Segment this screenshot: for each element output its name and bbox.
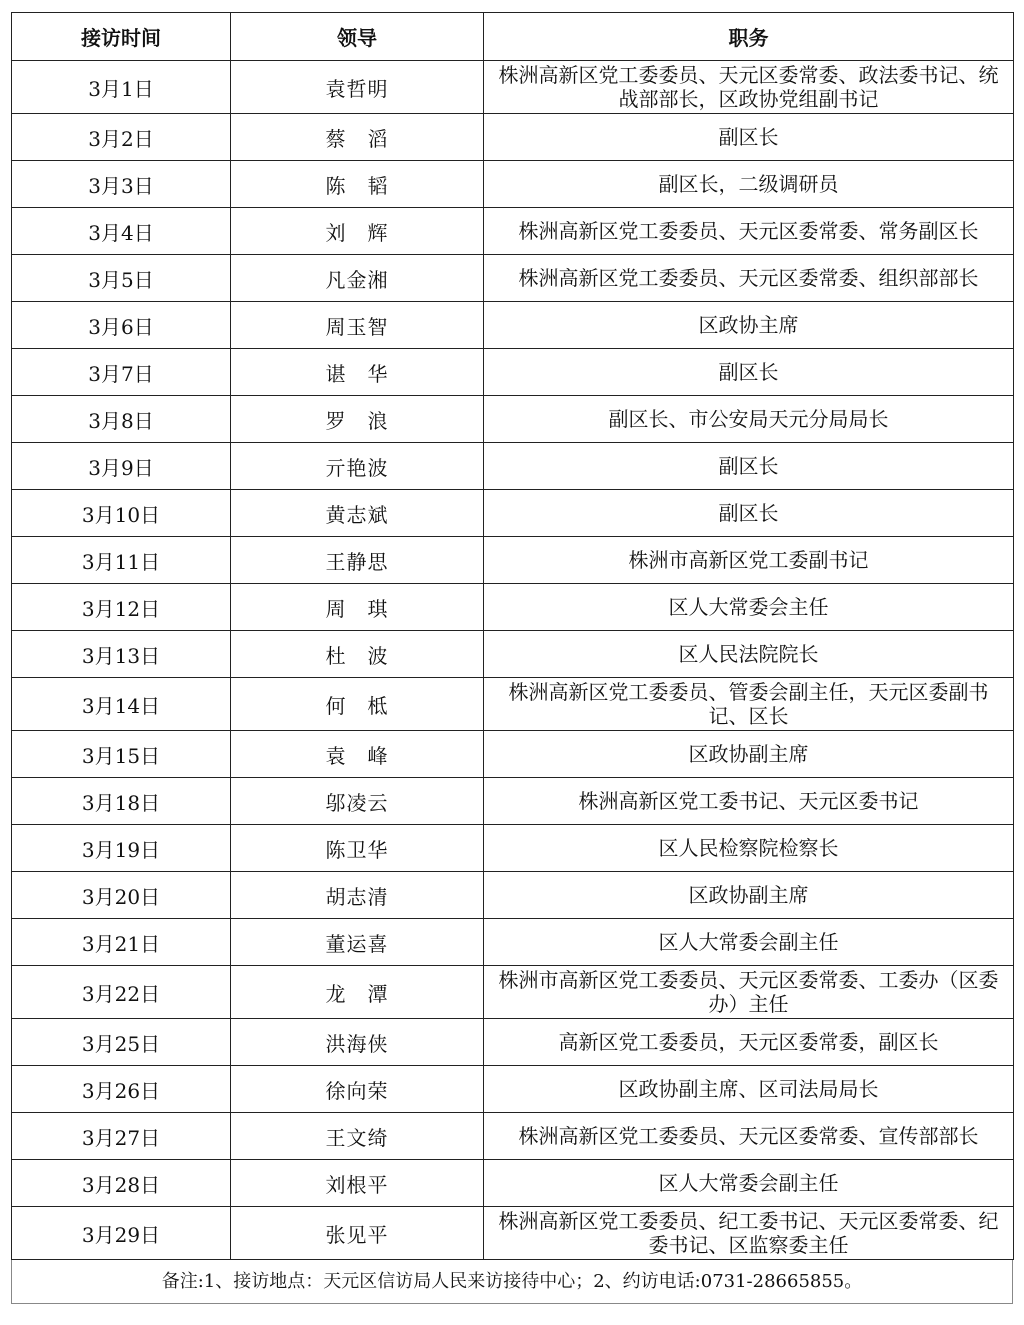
date-cell: 3月21日 [12, 919, 231, 966]
duty-cell: 株洲市高新区党工委副书记 [484, 537, 1014, 584]
table-row [12, 778, 1014, 825]
date-cell: 3月4日 [12, 208, 231, 255]
date-cell: 3月22日 [12, 966, 231, 1019]
table-row [12, 1066, 1014, 1113]
date-cell: 3月27日 [12, 1113, 231, 1160]
date-cell: 3月13日 [12, 631, 231, 678]
table-row [12, 1207, 1014, 1260]
footnote: 备注:1、接访地点：天元区信访局人民来访接待中心；2、约访电话:0731-28665855。 [11, 1260, 1013, 1304]
leader-cell: 凡金湘 [231, 255, 484, 302]
leader-cell: 王文绮 [231, 1113, 484, 1160]
header-reception-time: 接访时间 [12, 13, 231, 61]
table-row [12, 825, 1014, 872]
duty-cell: 株洲高新区党工委委员、天元区委常委、宣传部部长 [484, 1113, 1014, 1160]
table-row [12, 631, 1014, 678]
table-row [12, 966, 1014, 1019]
duty-cell: 株洲高新区党工委委员、天元区委常委、组织部部长 [484, 255, 1014, 302]
reception-schedule-table [11, 12, 1014, 1260]
duty-cell: 区人民检察院检察长 [484, 825, 1014, 872]
date-cell: 3月2日 [12, 114, 231, 161]
leader-cell: 亓艳波 [231, 443, 484, 490]
table-row [12, 1019, 1014, 1066]
table-row [12, 584, 1014, 631]
date-cell: 3月28日 [12, 1160, 231, 1207]
duty-cell: 株洲高新区党工委委员、天元区委常委、常务副区长 [484, 208, 1014, 255]
table-row [12, 490, 1014, 537]
date-cell: 3月5日 [12, 255, 231, 302]
leader-cell: 袁 峰 [231, 731, 484, 778]
leader-cell: 王静思 [231, 537, 484, 584]
table-row [12, 1160, 1014, 1207]
leader-cell: 刘根平 [231, 1160, 484, 1207]
date-cell: 3月18日 [12, 778, 231, 825]
table-row [12, 731, 1014, 778]
table-row [12, 919, 1014, 966]
date-cell: 3月10日 [12, 490, 231, 537]
table-row [12, 1113, 1014, 1160]
header-leader: 领导 [231, 13, 484, 61]
table-header-row [12, 13, 1014, 61]
table-row [12, 255, 1014, 302]
duty-cell: 株洲高新区党工委委员、纪工委书记、天元区委常委、纪委书记、区监察委主任 [484, 1207, 1014, 1260]
leader-cell: 龙 潭 [231, 966, 484, 1019]
leader-cell: 杜 波 [231, 631, 484, 678]
duty-cell: 区政协副主席、区司法局局长 [484, 1066, 1014, 1113]
leader-cell: 黄志斌 [231, 490, 484, 537]
date-cell: 3月8日 [12, 396, 231, 443]
date-cell: 3月29日 [12, 1207, 231, 1260]
date-cell: 3月9日 [12, 443, 231, 490]
duty-cell: 副区长 [484, 443, 1014, 490]
leader-cell: 谌 华 [231, 349, 484, 396]
duty-cell: 区政协副主席 [484, 731, 1014, 778]
leader-cell: 何 柢 [231, 678, 484, 731]
date-cell: 3月19日 [12, 825, 231, 872]
leader-cell: 周 琪 [231, 584, 484, 631]
leader-cell: 刘 辉 [231, 208, 484, 255]
duty-cell: 区政协主席 [484, 302, 1014, 349]
duty-cell: 副区长 [484, 349, 1014, 396]
leader-cell: 陈 韬 [231, 161, 484, 208]
date-cell: 3月26日 [12, 1066, 231, 1113]
duty-cell: 区政协副主席 [484, 872, 1014, 919]
duty-cell: 区人大常委会副主任 [484, 919, 1014, 966]
leader-cell: 董运喜 [231, 919, 484, 966]
table-row [12, 302, 1014, 349]
date-cell: 3月1日 [12, 61, 231, 114]
duty-cell: 副区长、市公安局天元分局局长 [484, 396, 1014, 443]
table-row [12, 61, 1014, 114]
table-row [12, 443, 1014, 490]
leader-cell: 罗 浪 [231, 396, 484, 443]
duty-cell: 副区长 [484, 490, 1014, 537]
header-duty: 职务 [484, 13, 1014, 61]
duty-cell: 高新区党工委委员，天元区委常委，副区长 [484, 1019, 1014, 1066]
table-row [12, 396, 1014, 443]
duty-cell: 株洲市高新区党工委委员、天元区委常委、工委办（区委办）主任 [484, 966, 1014, 1019]
date-cell: 3月20日 [12, 872, 231, 919]
leader-cell: 周玉智 [231, 302, 484, 349]
duty-cell: 副区长，二级调研员 [484, 161, 1014, 208]
duty-cell: 区人民法院院长 [484, 631, 1014, 678]
date-cell: 3月12日 [12, 584, 231, 631]
table-row [12, 114, 1014, 161]
table-row [12, 161, 1014, 208]
date-cell: 3月7日 [12, 349, 231, 396]
table-row [12, 678, 1014, 731]
duty-cell: 区人大常委会主任 [484, 584, 1014, 631]
date-cell: 3月25日 [12, 1019, 231, 1066]
duty-cell: 区人大常委会副主任 [484, 1160, 1014, 1207]
table-row [12, 872, 1014, 919]
leader-cell: 胡志清 [231, 872, 484, 919]
table-row [12, 349, 1014, 396]
leader-cell: 邬凌云 [231, 778, 484, 825]
leader-cell: 陈卫华 [231, 825, 484, 872]
table-row [12, 208, 1014, 255]
table-row [12, 537, 1014, 584]
date-cell: 3月14日 [12, 678, 231, 731]
leader-cell: 张见平 [231, 1207, 484, 1260]
date-cell: 3月3日 [12, 161, 231, 208]
duty-cell: 株洲高新区党工委书记、天元区委书记 [484, 778, 1014, 825]
leader-cell: 蔡 滔 [231, 114, 484, 161]
leader-cell: 洪海侠 [231, 1019, 484, 1066]
schedule-document [11, 12, 1013, 1304]
duty-cell: 副区长 [484, 114, 1014, 161]
date-cell: 3月11日 [12, 537, 231, 584]
leader-cell: 袁哲明 [231, 61, 484, 114]
date-cell: 3月6日 [12, 302, 231, 349]
duty-cell: 株洲高新区党工委委员、管委会副主任，天元区委副书记、区长 [484, 678, 1014, 731]
duty-cell: 株洲高新区党工委委员、天元区委常委、政法委书记、统战部部长，区政协党组副书记 [484, 61, 1014, 114]
leader-cell: 徐向荣 [231, 1066, 484, 1113]
date-cell: 3月15日 [12, 731, 231, 778]
